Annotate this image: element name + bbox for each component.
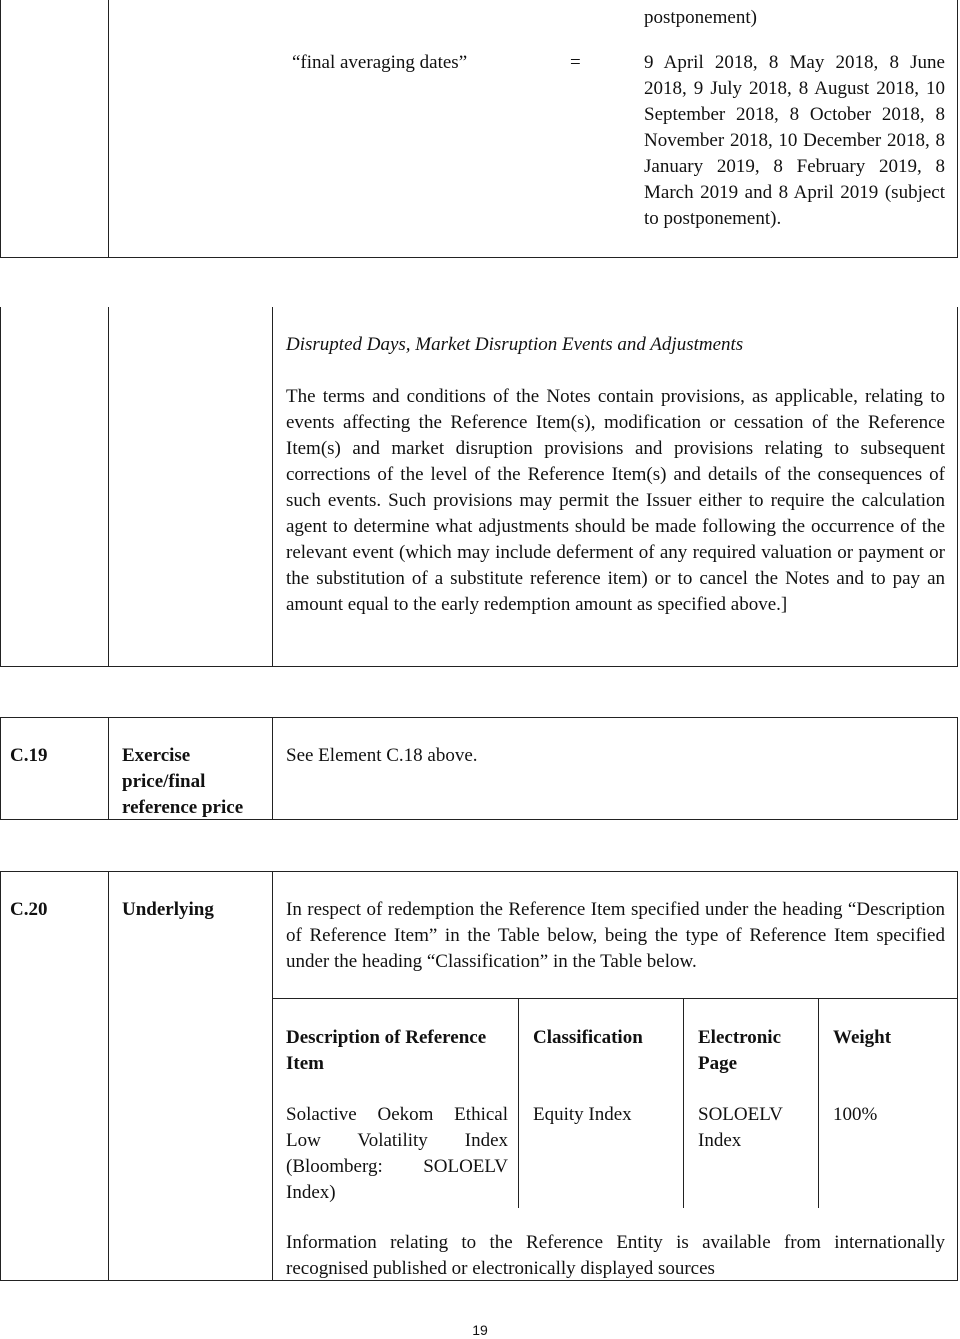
final-averaging-dates-value: 9 April 2018, 8 May 2018, 8 June 2018, 9 July 2018, 8 August 2018, 10 September 2018, 8 October 2018, 8 November 2018, 10 December 2018, 8 January 2019, 8 February 2019, 8 March 2019 and 8 April 2019 (subject to postponement).	[644, 52, 945, 229]
table-header-classification: Classification	[533, 1027, 643, 1048]
table-cell-electronic-page: SOLOELV Index	[698, 1104, 783, 1151]
equals-sign: =	[570, 52, 581, 73]
c19-code: C.19	[10, 745, 48, 766]
disrupted-days-heading: Disrupted Days, Market Disruption Events and Adjustments	[286, 334, 744, 355]
table-cell-weight: 100%	[833, 1104, 878, 1125]
c19-text: See Element C.18 above.	[286, 745, 478, 766]
c19-title: Exercise price/final reference price	[122, 745, 244, 818]
page-number: 19	[472, 1322, 488, 1338]
continuation-text: postponement)	[644, 7, 757, 28]
table-cell-description: Solactive Oekom Ethical Low Volatility Index (Bloomberg: SOLOELV Index)	[286, 1104, 508, 1203]
reference-info-text: Information relating to the Reference Entity is available from internationally recognised published or electronically displayed sources	[286, 1232, 945, 1279]
c20-code: C.20	[10, 899, 48, 920]
c20-intro: In respect of redemption the Reference Item specified under the heading “Description of Reference Item” in the Table below, being the type of Reference Item specified under the heading “Classification” in the Table below.	[286, 899, 945, 972]
c20-title: Underlying	[122, 899, 214, 920]
table-cell-classification: Equity Index	[533, 1104, 632, 1125]
final-averaging-dates-label: “final averaging dates”	[292, 52, 468, 73]
table-header-weight: Weight	[833, 1027, 892, 1048]
disrupted-days-body: The terms and conditions of the Notes contain provisions, as applicable, relating to events affecting the Reference Item(s), modification or cessation of the Reference Item(s) and market disruption provisions and provisions relating to subsequent corrections of the level of the Reference Item(s) and details of the consequences of such events. Such provisions may permit the Issuer either to require the calculation agent to determine what adjustments should be made following the occurrence of the relevant event (which may include deferment of any required valuation or payment or the substitution of a substitute reference item) or to cancel the Notes and to pay an amount equal to the early redemption amount as specified above.]	[286, 386, 945, 615]
table-header-electronic-page: Electronic Page	[698, 1027, 782, 1074]
table-header-description: Description of Reference Item	[286, 1027, 487, 1074]
